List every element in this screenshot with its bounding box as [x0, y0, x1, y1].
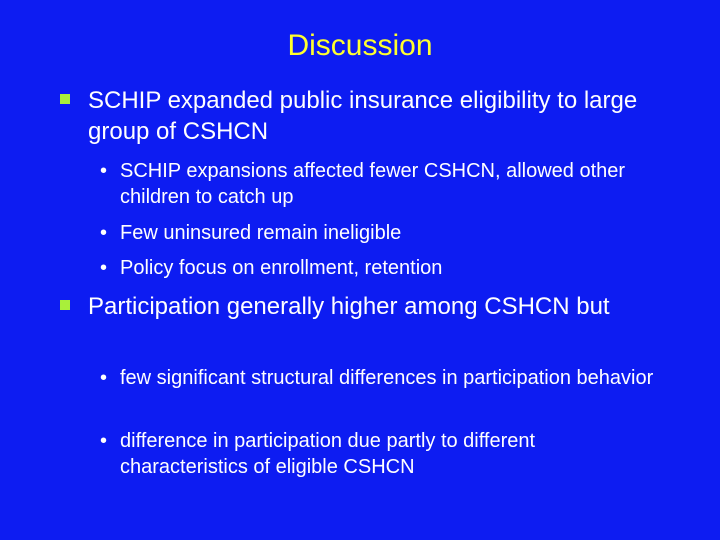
slide-title: Discussion — [287, 29, 433, 62]
square-bullet-icon — [60, 94, 70, 104]
bullet-1-sub-1-text: SCHIP expansions affected fewer CSHCN, allowed other children to catch up — [120, 160, 626, 208]
dot-bullet-icon: • — [100, 160, 108, 182]
dot-bullet-icon: • — [100, 367, 108, 389]
bullet-2-text: Participation generally higher among CSHCN but — [88, 293, 610, 320]
dot-bullet-icon: • — [100, 430, 108, 452]
bullet-2 — [60, 291, 680, 322]
bullet-1 — [60, 85, 680, 147]
bullet-1-text: SCHIP expanded public insurance eligibility to large group of CSHCN — [88, 87, 638, 145]
bullet-1-sub-2 — [100, 220, 660, 246]
bullet-1-sub-2-text: Few uninsured remain ineligible — [120, 222, 402, 244]
bullet-1-sub-3-text: Policy focus on enrollment, retention — [120, 257, 443, 279]
bullet-2-sub-1-text: few significant structural differences in participation behavior — [120, 367, 654, 389]
square-bullet-icon — [60, 300, 70, 310]
bullet-1-sub-1 — [100, 158, 660, 210]
bullet-2-sub-2-text: difference in participation due partly to different characteristics of eligible CSHCN — [120, 430, 536, 478]
bullet-2-sub-2 — [100, 428, 660, 480]
bullet-2-sub-1 — [100, 365, 660, 391]
dot-bullet-icon: • — [100, 257, 108, 279]
dot-bullet-icon: • — [100, 222, 108, 244]
bullet-1-sub-3 — [100, 255, 660, 281]
